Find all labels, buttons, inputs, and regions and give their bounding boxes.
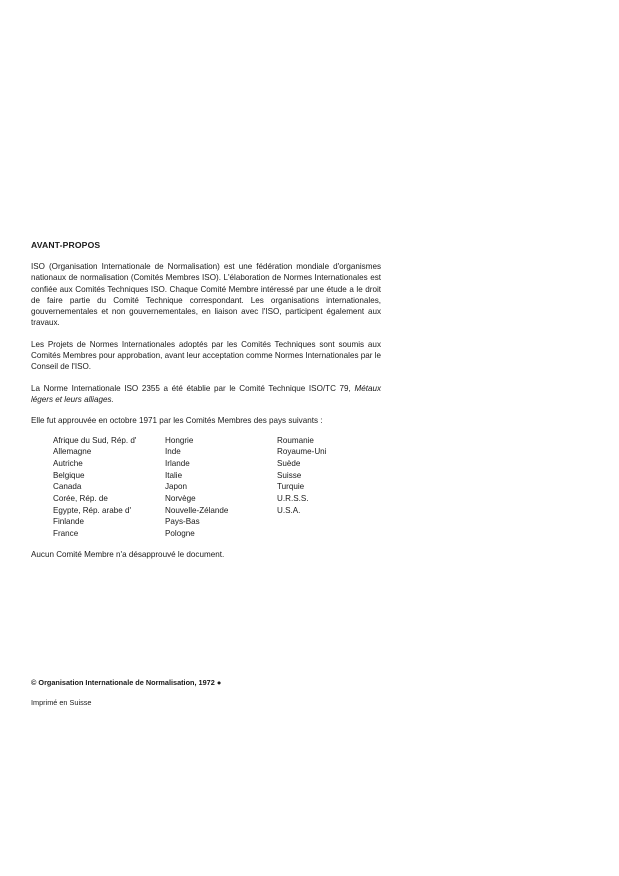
country-item: Italie xyxy=(165,470,183,480)
country-item: Turquie xyxy=(277,482,305,492)
foreword-heading: AVANT-PROPOS xyxy=(31,240,101,250)
country-item: Allemagne xyxy=(53,447,92,457)
country-item: Irlande xyxy=(165,458,190,468)
country-item: Finlande xyxy=(53,517,85,527)
countries-list xyxy=(53,435,381,540)
country-item: France xyxy=(53,529,79,539)
foreword-paragraph-1: ISO (Organisation Internationale de Normalisation) est une fédération mondiale d'organismes nationaux de normalisation (Comités Membres ISO). L'élaboration de Normes Internationales est confiée aux Comités Techniques ISO. Chaque Comité Membre intéressé par une étude a le droit de faire partie du Comité Technique correspondant. Les organisations internationales, gouvernementales et non gouvernementales, en liaison avec l'ISO, participent également aux travaux. xyxy=(31,262,381,328)
country-item: Japon xyxy=(165,482,188,492)
countries-column-1 xyxy=(53,435,165,540)
country-item: Hongrie xyxy=(165,435,194,445)
country-item: Suède xyxy=(277,458,301,468)
country-item: Nouvelle-Zélande xyxy=(165,505,229,515)
foreword-paragraph-3 xyxy=(31,383,381,406)
copyright-notice: © Organisation Internationale de Normalisation, 1972 ● xyxy=(31,678,222,687)
foreword-paragraph-3-text: La Norme Internationale ISO 2355 a été établie par le Comité Technique ISO/TC 79, xyxy=(31,383,351,393)
printed-in: Imprimé en Suisse xyxy=(31,698,92,707)
country-item: Pologne xyxy=(165,529,195,539)
closing-statement: Aucun Comité Membre n'a désapprouvé le document. xyxy=(31,549,225,559)
committee-title: Métaux légers et leurs alliages. xyxy=(31,383,381,404)
country-item: Roumanie xyxy=(277,435,314,445)
countries-column-2 xyxy=(165,435,277,540)
foreword-section xyxy=(31,240,381,570)
country-item: Corée, Rép. de xyxy=(53,494,108,504)
country-item: Afrique du Sud, Rép. d' xyxy=(53,435,137,445)
country-item: U.R.S.S. xyxy=(277,494,309,504)
country-item: Norvège xyxy=(165,494,196,504)
country-item: Inde xyxy=(165,447,181,457)
country-item: Belgique xyxy=(53,470,85,480)
foreword-paragraph-2: Les Projets de Normes Internationales adoptés par les Comités Techniques sont soumis aux Comités Membres pour approbation, avant leur acceptation comme Normes Internationales par le Conseil de l'ISO. xyxy=(31,339,382,372)
countries-column-3 xyxy=(277,435,377,540)
country-item: Suisse xyxy=(277,470,302,480)
country-item: Autriche xyxy=(53,458,83,468)
approval-intro: Elle fut approuvée en octobre 1971 par les Comités Membres des pays suivants : xyxy=(31,416,323,426)
country-item: Pays-Bas xyxy=(165,517,200,527)
country-item: U.S.A. xyxy=(277,505,301,515)
country-item: Canada xyxy=(53,482,82,492)
country-item: Egypte, Rép. arabe d' xyxy=(53,505,132,515)
country-item: Royaume-Uni xyxy=(277,447,327,457)
